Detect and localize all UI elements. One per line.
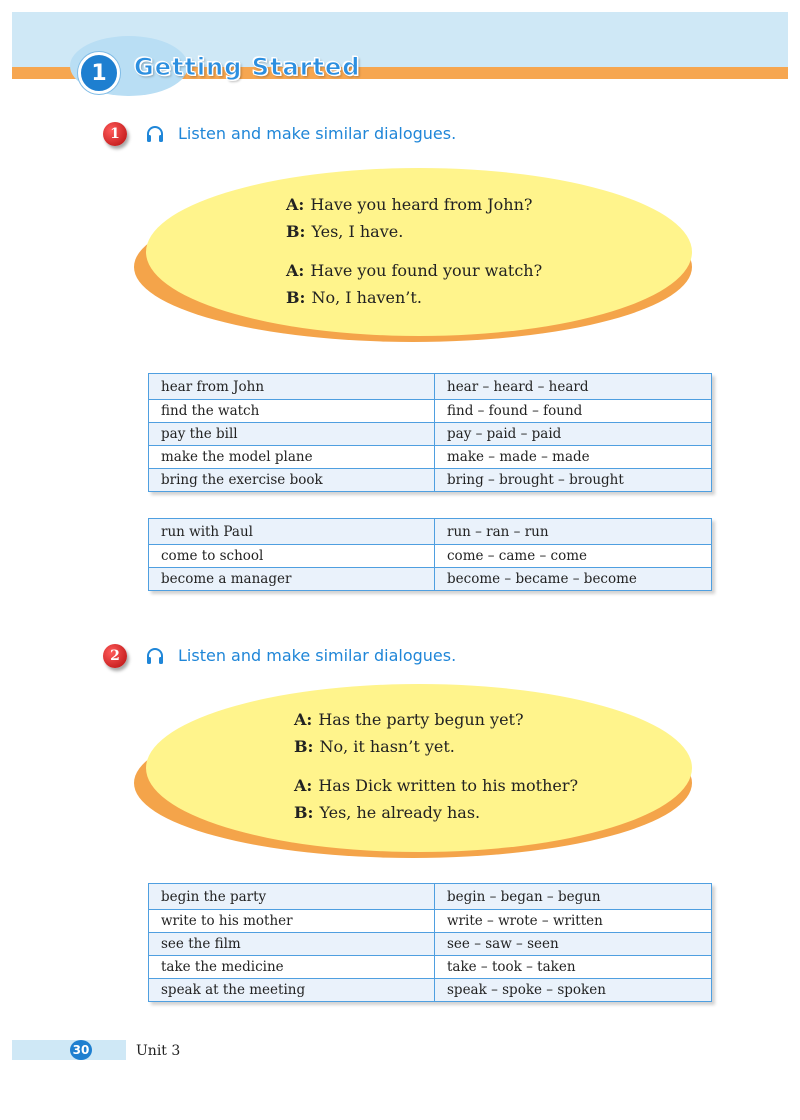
exercise-2-verb-table (148, 883, 712, 1002)
exercise-1-instruction: Listen and make similar dialogues. (178, 124, 457, 143)
page-number: 30 (70, 1040, 92, 1060)
section-number-badge: 1 (78, 52, 120, 94)
phrase-cell: hear from John (149, 374, 435, 400)
phrase-cell: run with Paul (149, 519, 435, 545)
dialogue-line (286, 195, 532, 214)
verb-forms-cell: write – wrote – written (435, 910, 712, 933)
speaker-label: A: (286, 195, 305, 214)
table-row (149, 374, 712, 400)
exercise-1-number-badge: 1 (103, 122, 127, 146)
exercise-2-number-badge: 2 (103, 644, 127, 668)
headphones-icon[interactable] (145, 124, 165, 144)
verb-forms-cell: run – ran – run (435, 519, 712, 545)
dialogue-text: Have you found your watch? (310, 261, 543, 280)
verb-forms-cell: begin – began – begun (435, 884, 712, 910)
dialogue-text: Has the party begun yet? (318, 710, 524, 729)
verb-forms-cell: take – took – taken (435, 956, 712, 979)
dialogue-line (294, 710, 524, 729)
verb-forms-cell: hear – heard – heard (435, 374, 712, 400)
dialogue-line (294, 776, 578, 795)
verb-forms-cell: pay – paid – paid (435, 423, 712, 446)
exercise-1-verb-table-1 (148, 373, 712, 492)
table-row (149, 910, 712, 933)
dialogue-text: No, it hasn’t yet. (319, 737, 455, 756)
dialogue-line (294, 737, 455, 756)
dialogue-line (286, 261, 542, 280)
table-row (149, 956, 712, 979)
speaker-label: B: (286, 222, 306, 241)
phrase-cell: pay the bill (149, 423, 435, 446)
dialogue-line (286, 222, 403, 241)
table-row (149, 545, 712, 568)
speaker-label: B: (294, 803, 314, 822)
table-row (149, 423, 712, 446)
phrase-cell: take the medicine (149, 956, 435, 979)
table-row (149, 469, 712, 492)
table-row (149, 933, 712, 956)
table-row (149, 519, 712, 545)
speaker-label: A: (286, 261, 305, 280)
dialogue-line (294, 803, 480, 822)
dialogue-text: Yes, he already has. (319, 803, 481, 822)
speaker-label: A: (294, 776, 313, 795)
phrase-cell: find the watch (149, 400, 435, 423)
exercise-2-instruction: Listen and make similar dialogues. (178, 646, 457, 665)
dialogue-text: Yes, I have. (311, 222, 404, 241)
table-row (149, 568, 712, 591)
phrase-cell: see the film (149, 933, 435, 956)
verb-forms-cell: see – saw – seen (435, 933, 712, 956)
phrase-cell: speak at the meeting (149, 979, 435, 1002)
dialogue-line (286, 288, 422, 307)
table-row (149, 884, 712, 910)
unit-label: Unit 3 (136, 1043, 181, 1059)
verb-forms-cell: make – made – made (435, 446, 712, 469)
phrase-cell: begin the party (149, 884, 435, 910)
bubble-fill (146, 168, 692, 336)
footer-band (12, 1040, 126, 1060)
dialogue-text: Has Dick written to his mother? (318, 776, 579, 795)
exercise-1-verb-table-2 (148, 518, 712, 591)
verb-forms-cell: come – came – come (435, 545, 712, 568)
verb-forms-cell: become – became – become (435, 568, 712, 591)
verb-forms-cell: speak – spoke – spoken (435, 979, 712, 1002)
phrase-cell: make the model plane (149, 446, 435, 469)
dialogue-text: No, I haven’t. (311, 288, 422, 307)
speaker-label: A: (294, 710, 313, 729)
table-row (149, 446, 712, 469)
exercise-2-dialogue-bubble (130, 684, 700, 864)
speaker-label: B: (286, 288, 306, 307)
verb-forms-cell: find – found – found (435, 400, 712, 423)
speaker-label: B: (294, 737, 314, 756)
table-row (149, 400, 712, 423)
headphones-icon[interactable] (145, 646, 165, 666)
phrase-cell: bring the exercise book (149, 469, 435, 492)
phrase-cell: become a manager (149, 568, 435, 591)
dialogue-text: Have you heard from John? (310, 195, 533, 214)
section-title: Getting Started (134, 53, 361, 81)
exercise-1-dialogue-bubble (130, 168, 700, 348)
phrase-cell: come to school (149, 545, 435, 568)
phrase-cell: write to his mother (149, 910, 435, 933)
table-row (149, 979, 712, 1002)
verb-forms-cell: bring – brought – brought (435, 469, 712, 492)
